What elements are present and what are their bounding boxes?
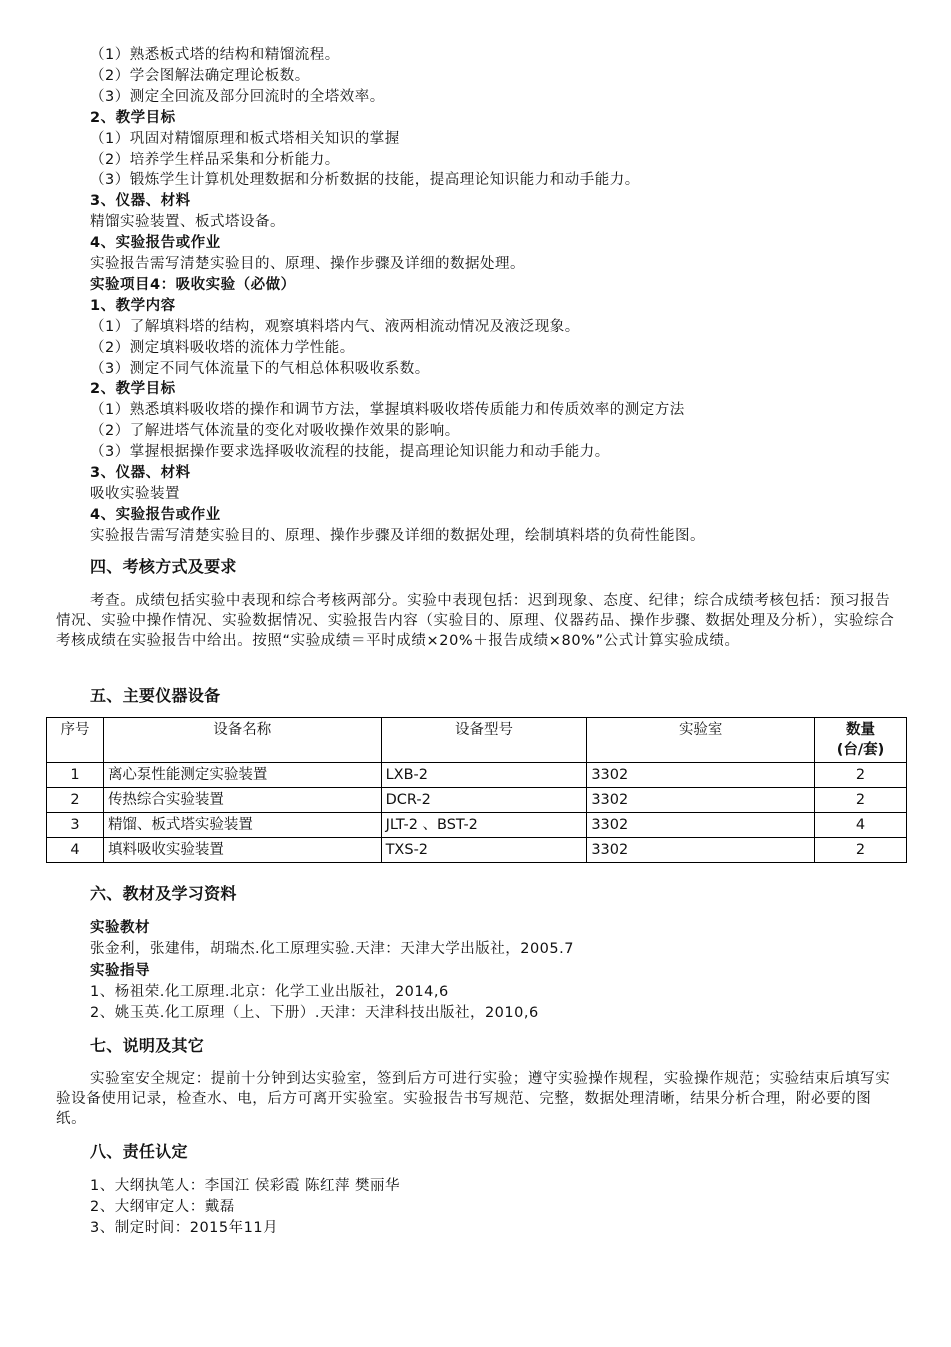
cell-qty: 4 (815, 813, 907, 838)
section-subheading: 3、仪器、材料 (90, 193, 191, 209)
table-row (47, 788, 907, 813)
guide-entry-2: 2、姚玉英.化工原理（上、下册）.天津：天津科技出版社，2010,6 (90, 1005, 539, 1021)
cell-no: 3 (47, 813, 104, 838)
section-4-heading: 四、考核方式及要求 (90, 557, 237, 576)
cell-qty: 2 (815, 838, 907, 863)
equipment-table (46, 717, 907, 863)
section-subheading: 2、教学目标 (90, 381, 176, 397)
section-subheading: 1、教学内容 (90, 298, 176, 314)
section-5-heading: 五、主要仪器设备 (90, 686, 221, 705)
cell-model: DCR-2 (381, 788, 587, 813)
table-row (47, 763, 907, 788)
section-subheading: 4、实验报告或作业 (90, 507, 221, 523)
cell-model: LXB-2 (381, 763, 587, 788)
header-lab: 实验室 (587, 718, 815, 763)
section-subheading: 实验项目4：吸收实验（必做） (90, 277, 296, 293)
section-subheading: 4、实验报告或作业 (90, 235, 221, 251)
cell-lab: 3302 (587, 838, 815, 863)
body-line: 吸收实验装置 (90, 486, 180, 502)
section-subheading: 3、仪器、材料 (90, 465, 191, 481)
body-line: （1）巩固对精馏原理和板式塔相关知识的掌握 (90, 131, 400, 147)
body-line: （3）测定全回流及部分回流时的全塔效率。 (90, 89, 385, 105)
body-line: （2）学会图解法确定理论板数。 (90, 68, 310, 84)
responsibility-item-1: 1、大纲执笔人：李国江 侯彩霞 陈红萍 樊丽华 (90, 1178, 401, 1194)
textbook-subheading: 实验教材 (90, 920, 150, 936)
table-row (47, 838, 907, 863)
body-line: （3）测定不同气体流量下的气相总体积吸收系数。 (90, 361, 430, 377)
body-line: （1）熟悉板式塔的结构和精馏流程。 (90, 47, 340, 63)
body-line: （2）培养学生样品采集和分析能力。 (90, 152, 340, 168)
cell-name: 精馏、板式塔实验装置 (103, 813, 381, 838)
responsibility-item-2: 2、大纲审定人：戴磊 (90, 1199, 235, 1215)
section-8-heading: 八、责任认定 (90, 1142, 188, 1161)
textbook-entry: 张金利，张建伟，胡瑞杰.化工原理实验.天津：天津大学出版社，2005.7 (90, 941, 574, 957)
body-line: 实验报告需写清楚实验目的、原理、操作步骤及详细的数据处理。 (90, 256, 525, 272)
cell-no: 1 (47, 763, 104, 788)
section-7-heading: 七、说明及其它 (90, 1036, 205, 1055)
responsibility-item-3: 3、制定时间：2015年11月 (90, 1220, 279, 1236)
body-line: （2）测定填料吸收塔的流体力学性能。 (90, 340, 355, 356)
body-line: 精馏实验装置、板式塔设备。 (90, 214, 285, 230)
cell-name: 离心泵性能测定实验装置 (103, 763, 381, 788)
body-line: （1）熟悉填料吸收塔的操作和调节方法，掌握填料吸收塔传质能力和传质效率的测定方法 (90, 402, 685, 418)
section-6-heading: 六、教材及学习资料 (90, 884, 237, 903)
table-row (47, 813, 907, 838)
cell-model: JLT-2 、BST-2 (381, 813, 587, 838)
body-line: 实验报告需写清楚实验目的、原理、操作步骤及详细的数据处理，绘制填料塔的负荷性能图。 (90, 528, 705, 544)
header-qty-line2: (台/套) (836, 742, 885, 758)
cell-name: 传热综合实验装置 (103, 788, 381, 813)
section-subheading: 2、教学目标 (90, 110, 176, 126)
header-qty-line1: 数量 (846, 722, 876, 738)
section-4-paragraph: 考查。成绩包括实验中表现和综合考核两部分。实验中表现包括：迟到现象、态度、纪律；综合成绩考核包括：预习报告情况、实验中操作情况、实验数据情况、实验报告内容（实验目的、原理、仪器药品、操作步骤、数据处理及分析），实验综合考核成绩在实验报告中给出。按照“实验成绩＝平时成绩×20%＋报告成绩×80%”公式计算实验成绩。 (56, 593, 895, 649)
table-header-row (47, 718, 907, 763)
body-line: （2）了解进塔气体流量的变化对吸收操作效果的影响。 (90, 423, 460, 439)
body-line: （3）锻炼学生计算机处理数据和分析数据的技能，提高理论知识能力和动手能力。 (90, 172, 640, 188)
cell-qty: 2 (815, 763, 907, 788)
cell-no: 2 (47, 788, 104, 813)
cell-lab: 3302 (587, 813, 815, 838)
section-7-paragraph: 实验室安全规定：提前十分钟到达实验室，签到后方可进行实验；遵守实验操作规程，实验操作规范；实验结束后填写实验设备使用记录，检查水、电，后方可离开实验室。实验报告书写规范、完整，数据处理清晰，结果分析合理，附必要的图纸。 (56, 1071, 891, 1127)
guide-entry-1: 1、杨祖荣.化工原理.北京：化学工业出版社，2014,6 (90, 984, 449, 1000)
guide-subheading: 实验指导 (90, 963, 150, 979)
cell-lab: 3302 (587, 763, 815, 788)
cell-qty: 2 (815, 788, 907, 813)
cell-name: 填料吸收实验装置 (103, 838, 381, 863)
header-model: 设备型号 (381, 718, 587, 763)
header-name: 设备名称 (103, 718, 381, 763)
cell-model: TXS-2 (381, 838, 587, 863)
body-line: （3）掌握根据操作要求选择吸收流程的技能，提高理论知识能力和动手能力。 (90, 444, 610, 460)
header-qty (815, 718, 907, 763)
cell-lab: 3302 (587, 788, 815, 813)
header-no: 序号 (47, 718, 104, 763)
body-line: （1）了解填料塔的结构，观察填料塔内气、液两相流动情况及液泛现象。 (90, 319, 580, 335)
cell-no: 4 (47, 838, 104, 863)
